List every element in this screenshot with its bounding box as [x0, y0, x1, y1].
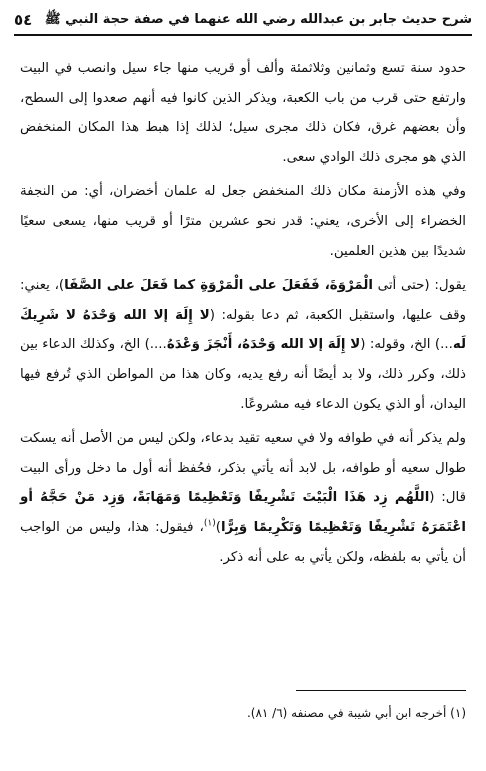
paragraph-3-text-c: ...) الخ، وقوله: ( — [360, 337, 453, 353]
page-header — [14, 6, 472, 36]
paragraph-3-text-d: ....) الخ، وكذلك الدعاء بين ذلك، وكرر ذلك، ولا بد أيضًا أنه رفع يديه، وكان هذا من المواطن الذي تُرفع فيها اليدان، أو الذي يكون الدعاء فيه مشروعًا. — [20, 337, 466, 412]
footnote-marker[interactable]: (١) — [203, 518, 216, 529]
main-text — [20, 54, 466, 577]
footnote-1: (١) أخرجه ابن أبي شيبة في مصنفه (٦/ ٨١). — [246, 706, 466, 720]
header-title: شرح حديث جابر بن عبدالله رضي الله عنهما في صفة حجة النبي ﷺ — [44, 11, 472, 27]
quote-marwa: الْمَرْوَةَ، فَفَعَلَ على الْمَرْوَةِ كما فَعَلَ على الصَّفَا — [64, 278, 373, 294]
paragraph-3 — [20, 271, 466, 419]
quote-tahlil-1: لا إِلَهَ إلا الله وَحْدَهُ لا شَرِيكَ لَه — [20, 307, 467, 353]
paragraph-4-text-c: ، فيقول: هذا، وليس من الواجب أن يأتي به بلفظه، ولكن يأتي به على أنه ذكر. — [20, 519, 466, 565]
paragraph-3-text-a: يقول: (حتى أتى — [372, 278, 466, 294]
quote-tahlil-2: لا إِلَهَ إلا الله وَحْدَهُ، أَنْجَزَ وَعْدَهُ — [166, 337, 361, 353]
paragraph-2: وفي هذه الأزمنة مكان ذلك المنخفض جعل له علمان أخضران، أي: من النجفة الخضراء إلى الأخرى، يعني: قدر نحو عشرين مترًا أو قريب منها، يسعى سعيًا شديدًا بين هذين العلمين. — [20, 184, 466, 259]
paragraph-4 — [20, 424, 466, 572]
paragraph-4-text-a: ولم يذكر أنه في طوافه ولا في سعيه تقيد بدعاء، ولكن ليس من الأصل أنه يسكت طوال سعيه أو طوافه، بل لابد أنه يأتي بذكر، فحُفظ أنه أول ما دخل ورأى البيت قال: ( — [20, 431, 466, 506]
paragraph-3-text-b: )، يعني: وقف عليها، واستقبل الكعبة، ثم دعا بقوله: ( — [20, 278, 466, 323]
paragraph-4-text-b: ) — [215, 519, 221, 535]
paragraph-1: حدود سنة تسع وثمانين وثلاثمئة وألف أو قريب منها جاء سيل وانصب في البيت وارتفع حتى قرب من باب الكعبة، ويذكر الذين كانوا فيه أنهم صعدوا إلى السطح، وأن بعضهم غرق، فكان ذلك مجرى سيل؛ لذلك إذا هبط هذا المكان المنخفض الذي هو مجرى ذلك الوادي سعى. — [20, 61, 466, 165]
page-number: ٥٤ — [14, 11, 33, 29]
quote-dua-bayt: اللَّهُم زِد هَذَا الْبَيْتَ تَشْرِيفًا وَتَعْظِيمًا وَمَهَابَةً، وَزِد مَنْ حَجَّهُ أو اعْتَمَرَهُ تَشْرِيفًا وَتَعْظِيمًا وَتَكْرِيمًا وَبِرًّا — [20, 490, 466, 535]
footnote-divider — [296, 690, 466, 691]
